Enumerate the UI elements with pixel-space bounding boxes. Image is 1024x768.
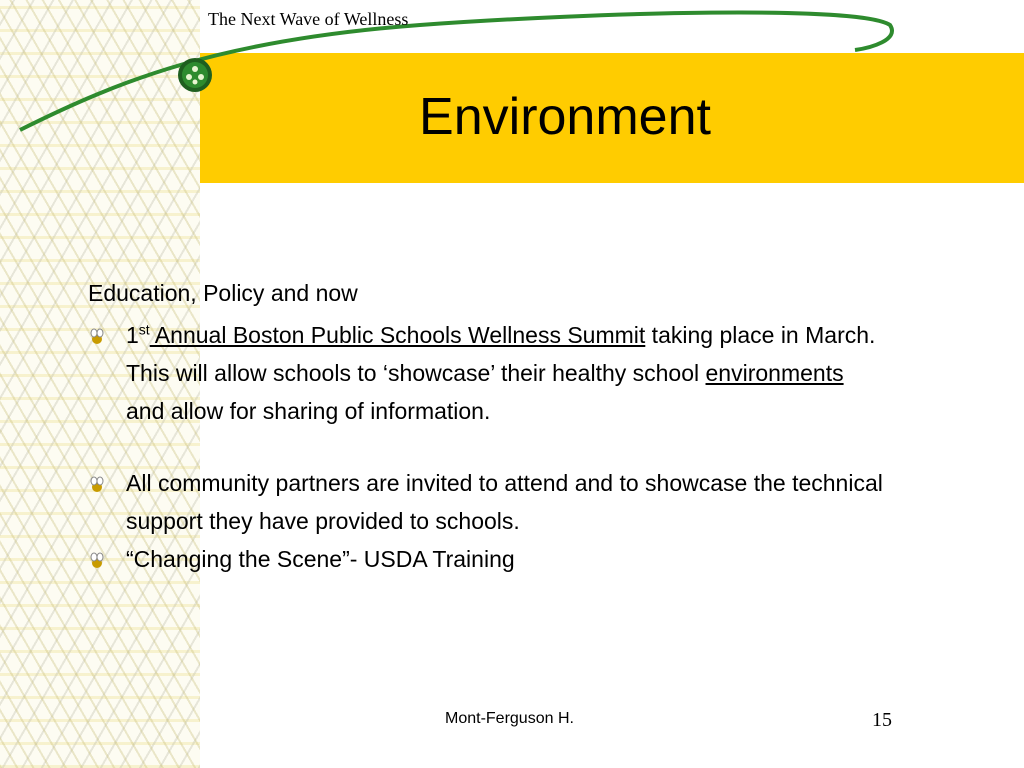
- environments-word: environments: [705, 360, 844, 386]
- footer-author: Mont-Ferguson H.: [445, 710, 574, 727]
- bullet-item: [88, 540, 888, 578]
- slide-title: Environment: [419, 88, 711, 146]
- header-text: The Next Wave of Wellness: [208, 9, 409, 29]
- ordinal-suffix: st: [138, 321, 150, 338]
- bullet-text: and allow for sharing of information.: [126, 398, 491, 424]
- lead-line: Education, Policy and now: [88, 280, 358, 306]
- bullet-text: taking place in March. This will allow schools to ‘showcase’ their healthy school: [126, 322, 876, 386]
- bee-bullet-icon: [88, 552, 106, 570]
- slide-content: [88, 278, 888, 578]
- page-number: 15: [872, 709, 892, 731]
- bee-bullet-icon: [88, 476, 106, 494]
- bullet-text: “Changing the Scene”- USDA Training: [126, 546, 515, 572]
- bullet-item: [88, 464, 888, 540]
- summit-name: Annual Boston Public Schools Wellness Summit: [149, 322, 646, 348]
- title-band: [200, 53, 1024, 183]
- bullet-text: All community partners are invited to attend and to showcase the technical support they have provided to schools.: [126, 470, 883, 534]
- ordinal-number: 1: [126, 322, 139, 348]
- bee-bullet-icon: [88, 328, 106, 346]
- bullet-item: [88, 316, 888, 430]
